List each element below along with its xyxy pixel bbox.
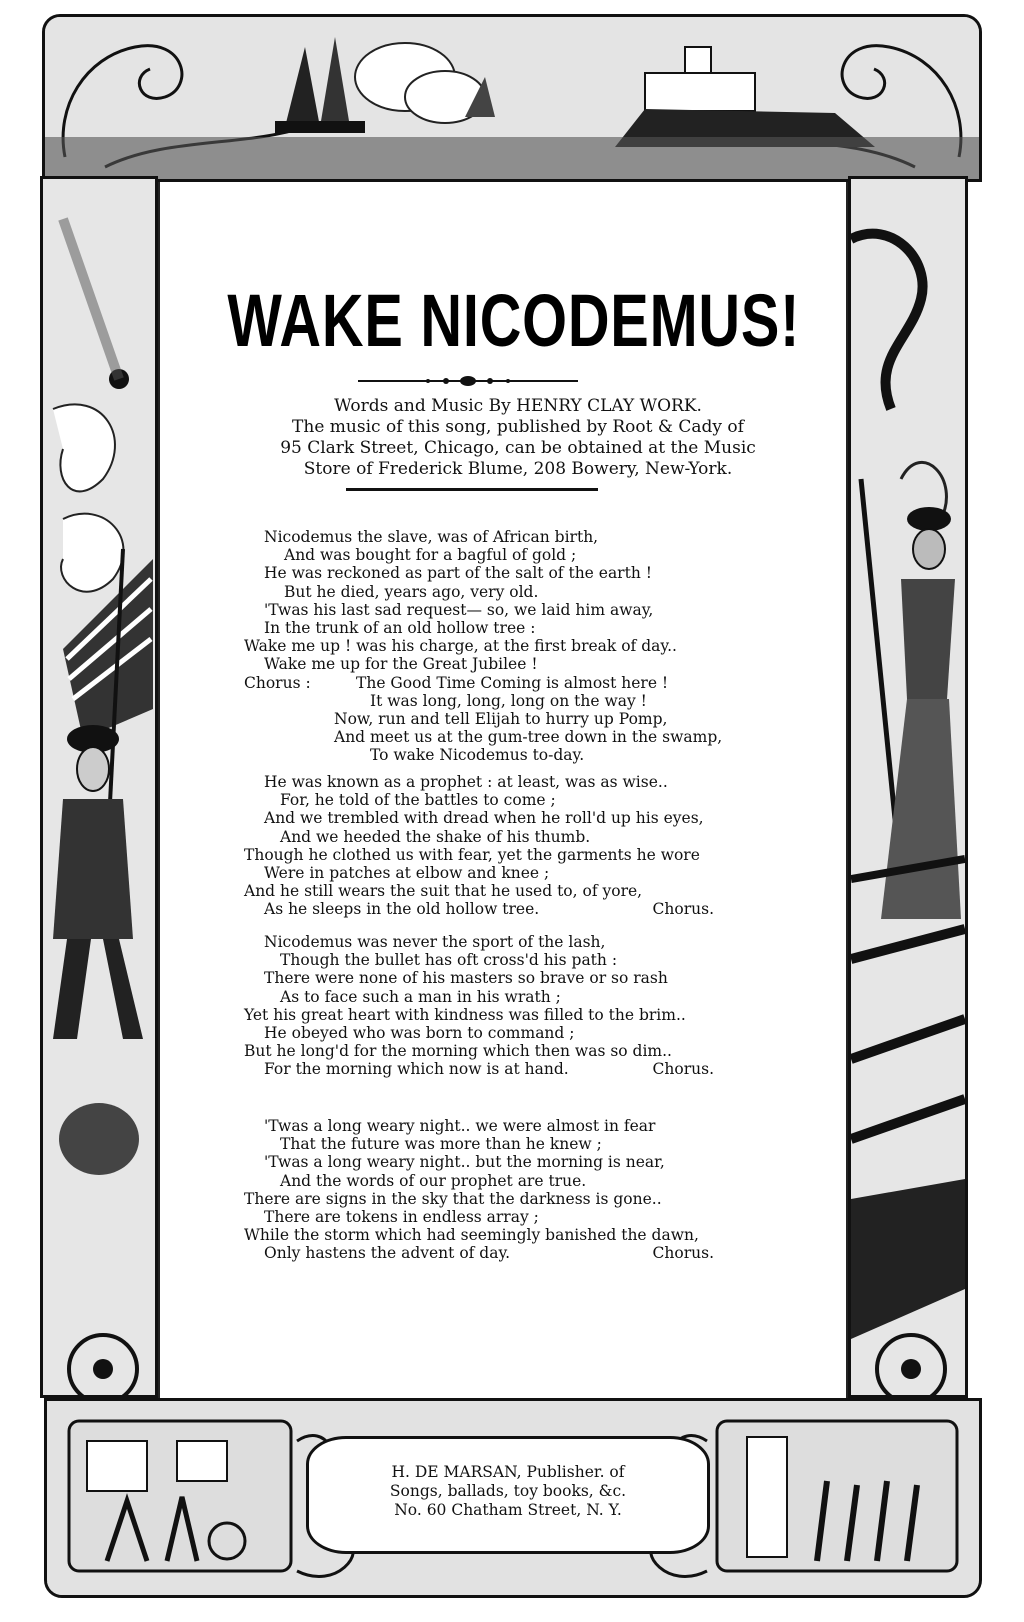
divider-rule bbox=[346, 488, 598, 491]
verse-text: For the morning which now is at hand. bbox=[264, 1060, 569, 1079]
verse-line: In the trunk of an old hollow tree : bbox=[264, 618, 536, 637]
verse-line: And he still wears the suit that he used to, of yore, bbox=[244, 882, 643, 901]
verse-line: But he long'd for the morning which then was so dim.. bbox=[244, 1042, 672, 1061]
verse-line: And was bought for a bagful of gold ; bbox=[284, 546, 577, 565]
verse-line: Wake me up ! was his charge, at the first break of day.. bbox=[244, 637, 677, 656]
verse-line: For, he told of the battles to come ; bbox=[280, 791, 556, 810]
verse-line: Though the bullet has oft cross'd his path : bbox=[280, 951, 618, 970]
verse-line: 'Twas his last sad request— so, we laid him away, bbox=[264, 600, 654, 619]
chorus-ref: Chorus. bbox=[652, 1244, 714, 1263]
chorus-ref: Chorus. bbox=[652, 900, 714, 919]
verse-2 bbox=[244, 773, 844, 919]
naval-battle-illustration bbox=[45, 17, 979, 179]
chorus-line: And meet us at the gum-tree down in the swamp, bbox=[334, 728, 723, 747]
verse-line: He was known as a prophet : at least, was as wise.. bbox=[264, 773, 668, 791]
verse-3 bbox=[244, 933, 844, 1079]
song-title: WAKE NICODEMUS! bbox=[227, 279, 801, 362]
chorus-label: Chorus : bbox=[244, 673, 311, 692]
publisher-line: Songs, ballads, toy books, &c. bbox=[389, 1482, 627, 1500]
verse-line: Wake me up for the Great Jubilee ! bbox=[264, 655, 538, 674]
publisher-imprint bbox=[309, 1463, 707, 1520]
title-ornament-rule bbox=[358, 374, 578, 388]
chorus-ref: Chorus. bbox=[652, 1060, 714, 1079]
verse-line: While the storm which had seemingly banished the dawn, bbox=[244, 1226, 699, 1245]
verse-line: And the words of our prophet are true. bbox=[280, 1171, 587, 1190]
verse-line: Nicodemus the slave, was of African birth, bbox=[264, 528, 599, 546]
verse-line: There are signs in the sky that the darkness is gone.. bbox=[244, 1189, 662, 1208]
credits-line: The music of this song, published by Root & Cady of bbox=[292, 417, 744, 437]
verse-line: He obeyed who was born to command ; bbox=[264, 1023, 575, 1042]
credits-line: 95 Clark Street, Chicago, can be obtained at the Music bbox=[280, 438, 756, 458]
chorus-line bbox=[244, 674, 844, 692]
verse-line: Nicodemus was never the sport of the lash, bbox=[264, 933, 606, 951]
verse-line bbox=[244, 1244, 844, 1262]
verse-line: And we heeded the shake of his thumb. bbox=[280, 827, 591, 846]
credits-line: Store of Frederick Blume, 208 Bowery, New-York. bbox=[303, 459, 733, 479]
verse-line: There are tokens in endless array ; bbox=[264, 1207, 539, 1226]
chorus-line: Now, run and tell Elijah to hurry up Pomp, bbox=[334, 709, 668, 728]
verse-line: He was reckoned as part of the salt of the earth ! bbox=[264, 564, 652, 583]
chorus-line: It was long, long, long on the way ! bbox=[370, 691, 647, 710]
verse-line: Yet his great heart with kindness was filled to the brim.. bbox=[244, 1005, 686, 1024]
publisher-cartouche bbox=[306, 1436, 710, 1554]
verse-line: Were in patches at elbow and knee ; bbox=[264, 863, 550, 882]
chorus-line: To wake Nicodemus to-day. bbox=[370, 746, 585, 765]
verse-text: Only hastens the advent of day. bbox=[264, 1244, 511, 1263]
verse-line: That the future was more than he knew ; bbox=[280, 1135, 602, 1154]
verse-line: As to face such a man in his wrath ; bbox=[280, 987, 561, 1006]
verse-4 bbox=[244, 1117, 844, 1263]
publisher-line: No. 60 Chatham Street, N. Y. bbox=[394, 1501, 622, 1519]
verse-line: But he died, years ago, very old. bbox=[284, 582, 539, 601]
verse-line: 'Twas a long weary night.. we were almost in fear bbox=[264, 1117, 656, 1135]
verse-text: As he sleeps in the old hollow tree. bbox=[264, 900, 540, 919]
verse-line: 'Twas a long weary night.. but the morning is near, bbox=[264, 1153, 665, 1172]
credits-line: Words and Music By HENRY CLAY WORK. bbox=[334, 396, 702, 416]
verse-line bbox=[244, 900, 844, 918]
top-border-sea-scene bbox=[42, 14, 982, 182]
credits-block bbox=[238, 396, 798, 480]
chorus-text: The Good Time Coming is almost here ! bbox=[356, 673, 669, 692]
verse-line bbox=[244, 1060, 844, 1078]
verse-line: There were none of his masters so brave or so rash bbox=[264, 969, 668, 988]
verse-line: And we trembled with dread when he roll'd up his eyes, bbox=[264, 809, 704, 828]
publisher-line: H. DE MARSAN, Publisher. of bbox=[391, 1463, 625, 1481]
verse-1 bbox=[244, 528, 844, 764]
verse-line: Though he clothed us with fear, yet the garments he wore bbox=[244, 845, 700, 864]
